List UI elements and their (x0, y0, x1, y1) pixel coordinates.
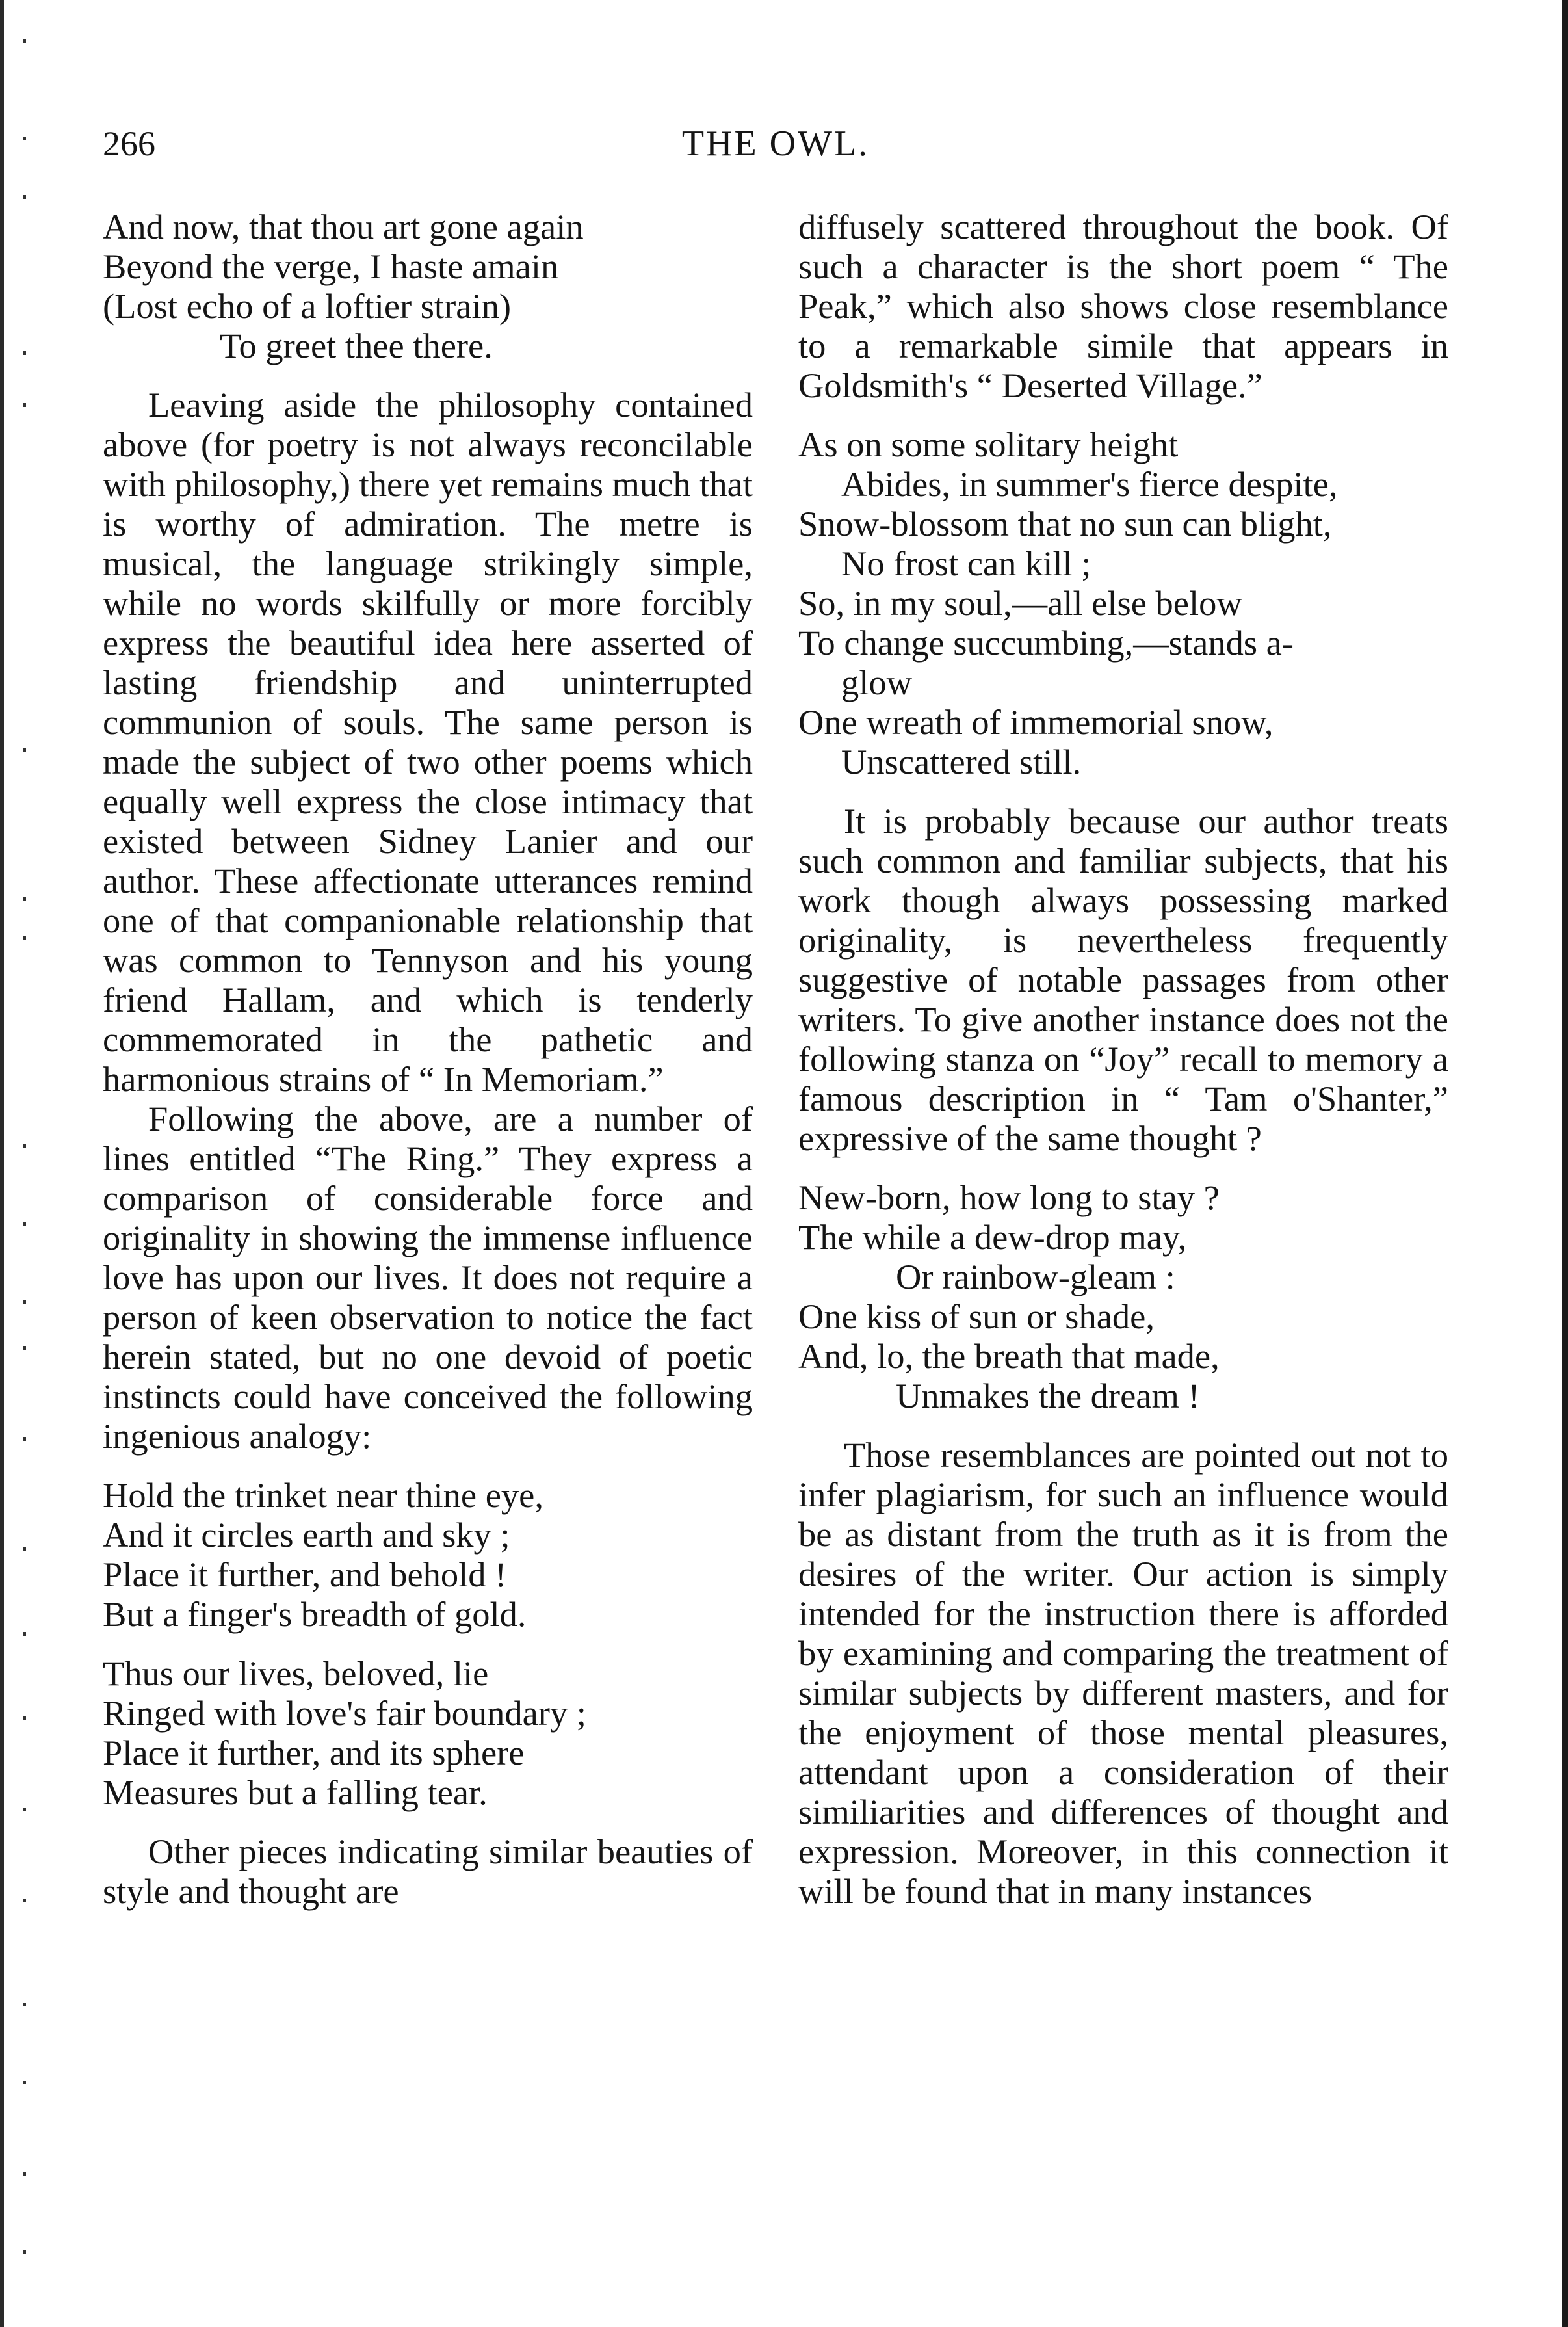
poem-line: Beyond the verge, I haste amain (103, 246, 559, 286)
poem-line: Unmakes the dream ! (896, 1376, 1200, 1415)
poem-line: Thus our lives, beloved, lie (103, 1653, 489, 1693)
poem-line: Place it further, and its sphere (103, 1733, 525, 1772)
paragraph: diffusely scattered throughout the book. Of such a character is the short poem “ The Peak,” which also shows close resemblance to a remarkable simile that appears in Goldsmith's “ Deserted Village.” (798, 207, 1448, 405)
poem-line: One wreath of immemorial snow, (798, 702, 1274, 742)
left-column (103, 207, 753, 1911)
poem-line: Snow-blossom that no sun can blight, (798, 504, 1332, 544)
paragraph: Other pieces indicating similar beauties of style and thought are (103, 1832, 753, 1911)
paragraph: Those resemblances are pointed out not to infer plagiarism, for such an influence would be as distant from the truth as it is from the desires of the writer. Our action is simply intended for the instruction there is afforded by examining and comparing the treatment of similar subjects by different masters, and for the enjoyment of those mental pleasures, attendant upon a consideration of their similiarities and differences of thought and expression. Moreover, in this connection it will be found that in many instances (798, 1435, 1448, 1911)
poem-line: New-born, how long to stay ? (798, 1177, 1220, 1217)
poem-stanza (103, 1653, 753, 1812)
poem-stanza (103, 1475, 753, 1634)
poem-line: Unscattered still. (841, 742, 1082, 782)
poem-line: Place it further, and behold ! (103, 1555, 507, 1594)
poem-line: Hold the trinket near thine eye, (103, 1475, 543, 1515)
poem-line: And now, that thou art gone again (103, 207, 584, 246)
page-edge-right (1562, 0, 1568, 2327)
poem-line: (Lost echo of a loftier strain) (103, 286, 512, 326)
poem-line: The while a dew-drop may, (798, 1217, 1187, 1257)
poem-line: So, in my soul,—all else below (798, 583, 1242, 623)
poem-line: Ringed with love's fair boundary ; (103, 1693, 586, 1733)
page-number: 266 (103, 124, 155, 163)
poem-line: Abides, in summer's fierce despite, (841, 464, 1338, 504)
right-column (798, 207, 1448, 1911)
page-edge-left (0, 0, 4, 2327)
poem-line: No frost can kill ; (841, 544, 1091, 583)
page-header (103, 121, 1448, 166)
poem-stanza (798, 1177, 1448, 1415)
poem-line: But a finger's breadth of gold. (103, 1594, 527, 1634)
poem-line: As on some solitary height (798, 425, 1179, 464)
running-title: THE OWL. (681, 124, 870, 164)
margin-specks (20, 0, 33, 2327)
poem-line: One kiss of sun or shade, (798, 1296, 1155, 1336)
poem-line: To change succumbing,—stands a- (798, 623, 1294, 663)
poem-line: Measures but a falling tear. (103, 1772, 488, 1812)
poem-stanza (103, 207, 753, 365)
paragraph: Following the above, are a number of lines entitled “The Ring.” They express a comparison of considerable force and originality in showing the immense influence love has upon our lives. It does not require a person of keen observation to notice the fact herein stated, but no one devoid of poetic instincts could have conceived the following ingenious analogy: (103, 1099, 753, 1456)
paragraph: Leaving aside the philosophy contained above (for poetry is not always reconcilable with philosophy,) there yet remains much that is worthy of admiration. The metre is musical, the language strikingly simple, while no words skilfully or more forcibly express the beautiful idea here asserted of lasting friendship and uninterrupted communion of souls. The same person is made the subject of two other poems which equally well express the close intimacy that existed between Sidney Lanier and our author. These affectionate utterances remind one of that companionable relationship that was common to Tennyson and his young friend Hallam, and which is tenderly commemorated in the pathetic and harmonious strains of “ In Memoriam.” (103, 385, 753, 1099)
poem-line: Or rainbow-gleam : (896, 1257, 1175, 1296)
poem-line: And, lo, the breath that made, (798, 1336, 1220, 1376)
poem-line: And it circles earth and sky ; (103, 1515, 510, 1555)
poem-line: glow (841, 663, 912, 702)
poem-line: To greet thee there. (220, 326, 493, 365)
paragraph: It is probably because our author treats such common and familiar subjects, that his work though always possessing marked originality, is nevertheless frequently suggestive of notable passages from other writers. To give another instance does not the following stanza on “Joy” recall to memory a famous description in “ Tam o'Shanter,” expressive of the same thought ? (798, 801, 1448, 1158)
poem-stanza (798, 425, 1448, 782)
